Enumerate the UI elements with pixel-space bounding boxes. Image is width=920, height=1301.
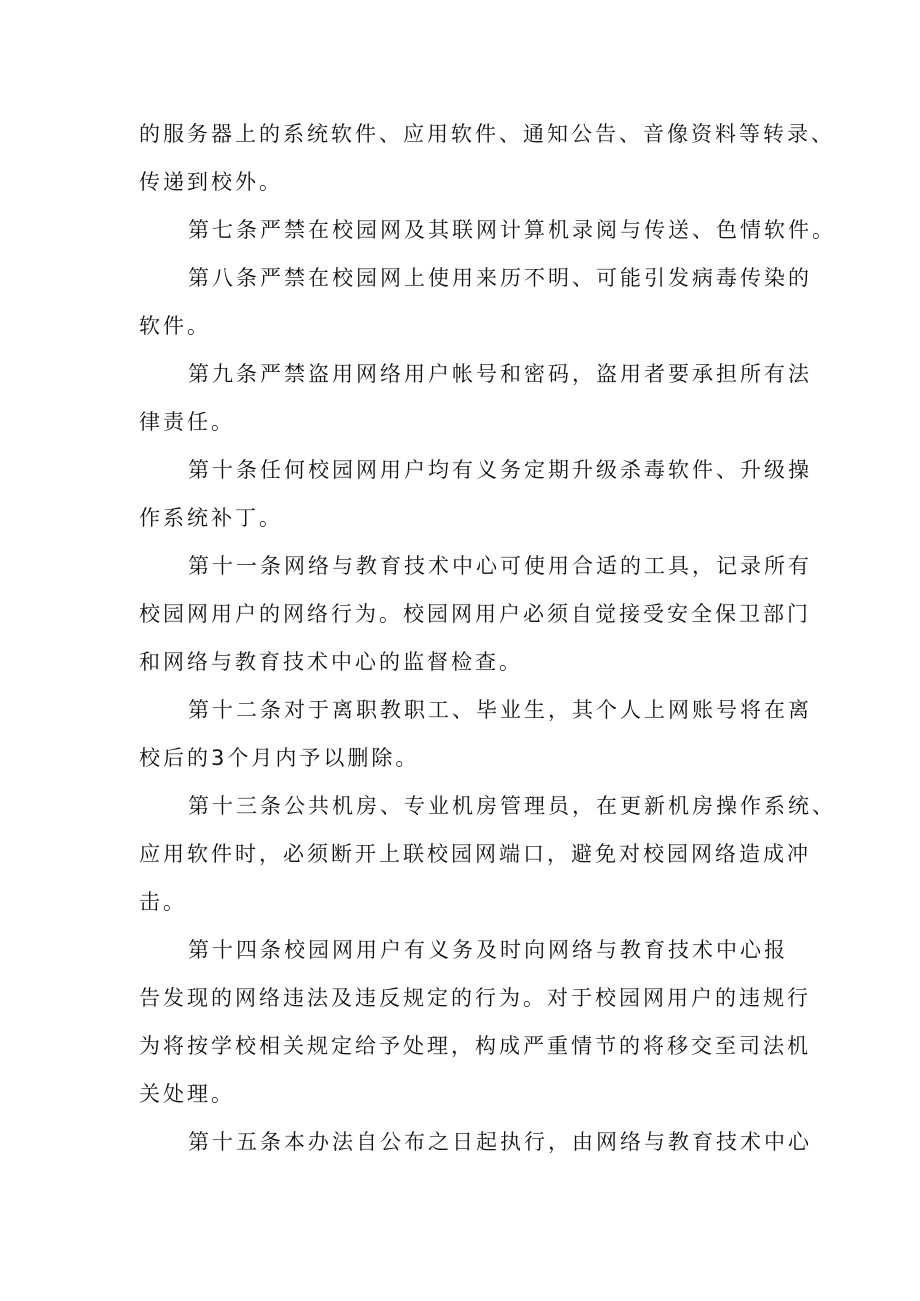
text-line: 第九条严禁盗用网络用户帐号和密码，盗用者要承担所有法 (188, 362, 812, 386)
text-line: 第十二条对于离职教职工、毕业生，其个人上网账号将在离 (188, 698, 812, 722)
text-line: 作系统补丁。 (139, 506, 283, 530)
text-line: 第十条任何校园网用户均有义务定期升级杀毒软件、升级操 (188, 458, 812, 482)
text-line: 第十一条网络与教育技术中心可使用合适的工具，记录所有 (188, 554, 812, 578)
text-line: 校后的3个月内予以删除。 (139, 746, 420, 770)
text-line: 告发现的网络违法及违反规定的行为。对于校园网用户的违规行 (139, 986, 811, 1010)
text-line: 第八条严禁在校园网上使用来历不明、可能引发病毒传染的 (188, 266, 812, 290)
text-line: 校园网用户的网络行为。校园网用户必须自觉接受安全保卫部门 (139, 602, 811, 626)
text-line: 第十五条本办法自公布之日起执行，由网络与教育技术中心 (188, 1130, 812, 1154)
text-line: 第十四条校园网用户有义务及时向网络与教育技术中心报 (188, 938, 788, 962)
text-line: 关处理。 (139, 1082, 235, 1106)
text-line: 第七条严禁在校园网及其联网计算机录阅与传送、色情软件。 (188, 218, 836, 242)
text-line: 的服务器上的系统软件、应用软件、通知公告、音像资料等转录、 (139, 122, 835, 146)
text-line: 第十三条公共机房、专业机房管理员，在更新机房操作系统、 (188, 794, 836, 818)
text-line: 软件。 (139, 314, 211, 338)
text-line: 击。 (139, 890, 187, 914)
text-line: 为将按学校相关规定给予处理，构成严重情节的将移交至司法机 (139, 1034, 811, 1058)
text-line: 和网络与教育技术中心的监督检查。 (139, 650, 523, 674)
text-line: 律责任。 (139, 410, 235, 434)
text-line: 传递到校外。 (139, 170, 283, 194)
text-line: 应用软件时，必须断开上联校园网端口，避免对校园网络造成冲 (139, 842, 811, 866)
